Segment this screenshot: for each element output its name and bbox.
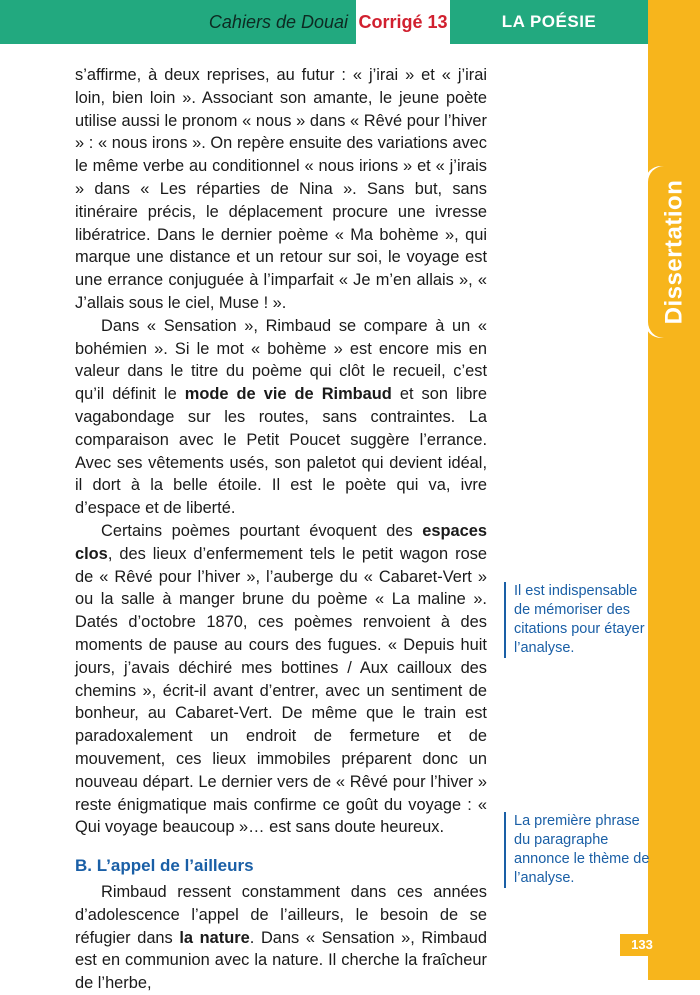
paragraph-4-bold: la nature <box>179 928 250 947</box>
paragraph-2-text-c: et son libre vagabondage sur les routes, sans contraintes. La comparaison avec le Petit Poucet suggère l’errance. Avec ses vêtements usés, son paletot qui devient idéal, il dort à la belle étoile. Il est le poète qui va, ivre d’espace et de liberté. <box>75 385 488 518</box>
paragraph-1: s’affirme, à deux reprises, au futur : « j’irai » et « j’irai loin, bien loin ». Associant son amante, le jeune poète utilise aussi le pronom « nous » dans « Rêvé pour l’hiver » : « nous irons ». On repère ensuite des variations avec le même verbe au conditionnel « nous irions » et « j’irais » dans « Les réparties de Nina ». Sans but, sans itinéraire précis, le déplacement procure une ivresse libératrice. Dans le dernier poème « Ma bohème », qui marque une distance et un retour sur soi, le voyage est une errance conjuguée à l’imparfait « Je m’en allais », « J’allais sous le ciel, Muse ! ». <box>75 66 487 312</box>
side-tab-dissertation <box>648 166 700 338</box>
paragraph-2-bold: mode de vie de Rimbaud <box>184 385 392 404</box>
main-text <box>75 64 487 995</box>
paragraph-3-text-a: Certains poèmes pourtant évoquent des <box>101 521 423 540</box>
margin-note-citations: Il est indispensable de mémoriser des citations pour étayer l’analyse. <box>504 582 654 658</box>
paragraph-2-text-a: Dans « Sensation », Rimbaud se compare à un « bohémien ». Si le mot « bohème » est encore mis en valeur dans le titre du poème qui clôt le recueil, c’est qu’il définit le <box>75 316 487 404</box>
side-tab-label: Dissertation <box>660 179 688 325</box>
paragraph-3 <box>75 520 487 839</box>
side-strip <box>648 0 700 980</box>
paragraph-4-text-c: . Dans « Sensation », Rimbaud est en communion avec la nature. Il cherche la fraîcheur de l’herbe, <box>75 928 487 993</box>
header-corrige-label: Corrigé 13 <box>356 0 450 44</box>
header-theme-label: LA POÉSIE <box>450 0 648 44</box>
section-heading: B. L’appel de l’ailleurs <box>75 856 254 876</box>
page-number: 133 <box>620 934 664 956</box>
paragraph-3-text-c: , des lieux d’enfermement tels le petit wagon rose de « Rêvé pour l’hiver », l’auberge du « Cabaret-Vert » ou la salle à manger brune du poème « La maline ». Datés d’octobre 1870, ces poèmes renvoient à des moments de pause au cours des fugues. « Depuis huit jours, j’avais déchiré mes bottines / Aux cailloux des chemins », écrit-il avant d’entrer, avec un sentiment de bonheur, au Cabaret-Vert. De même que le train est paradoxalement un endroit de fermeture et de mouvement, ces lieux immobiles préparent donc un nouveau départ. Le dernier vers de « Rêvé pour l’hiver » reste énigmatique mais confirme ce goût du voyage : « Qui voyage beaucoup »… est sans doute heureux. <box>75 544 487 837</box>
paragraph-2 <box>75 315 487 520</box>
header-series-title: Cahiers de Douai <box>0 0 356 44</box>
margin-note-first-sentence: La première phrase du paragraphe annonce le thème de l’analyse. <box>504 812 654 888</box>
paragraph-4 <box>75 881 487 995</box>
paragraph-3-bold: espaces clos <box>75 521 487 563</box>
paragraph-4-text-a: Rimbaud ressent constamment dans ces années d’adolescence l’appel de l’ailleurs, le besoin de se réfugier dans <box>75 883 487 947</box>
